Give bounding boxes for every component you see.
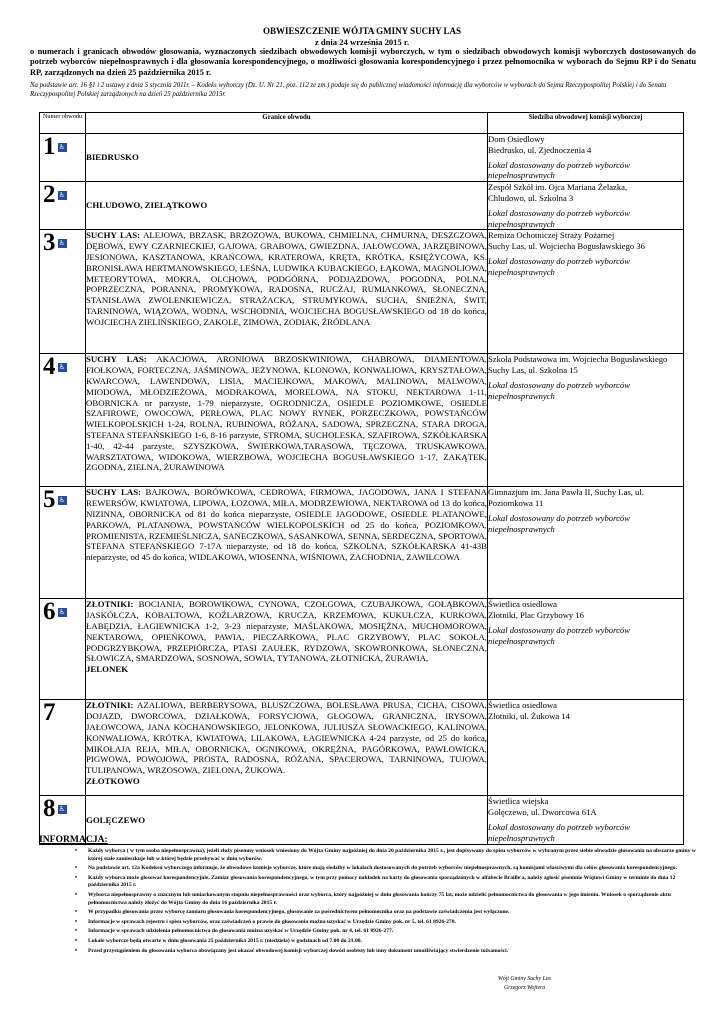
district-number: 4 [43,353,56,381]
street-list: AZALIOWA, BERBERYSOWA, BLUSZCZOWA, BOLESŁAWA PRUSA, CICHA, CISOWA, DOJAZD, DWORCOWA, DZIAŁKOWA, FORSYCJOWA, GŁOGOWA, GRANICZNA, IRYSOWA, JAŁOWCOWA, JANA KOCHANOWSKIEGO, JELONKOWA, JULIUSZA SŁOWACKIEGO, KALINOWA, KONWALIOWA, KRÓTKA, KWIATOWA, LILAKOWA, ŁAGIEWNICKA 4-24 parzyste, od 25 do końca, MIKOŁAJA REJA, MIŁA, OBORNICKA, OGNIKOWA, OKRĘŻNA, PAGÓRKOWA, PAWŁOWICKA, PIGWOWA, POWOJOWA, PROSTA, RADOSNA, RÓŻANA, SPACEROWA, TARNINOWA, TUJOWA, TULIPANOWA, WRZOSOWA, ZIELONA, ŻUKOWA. [86,700,487,776]
wheelchair-icon: ♿ [58,804,66,813]
district-name: ZŁOTNIKI: [86,599,134,610]
accessibility-note: Lokal dostosowany do potrzeb wyborców niepełnosprawnych [488,207,630,229]
info-item: • Każdy wyborca może głosować korespondencyjnie. Zamiar głosowania korespondencyjnego, w tym przy pomocy nakładek na karty do głosowania sporządzonych w alfabecie Braille'a, należy zgłosić pisemnie Wójtowi Gminy w terminie do dnia 12 października 2015 r. [88,875,698,890]
document-title: OBWIESZCZENIE WÓJTA GMINY SUCHY LAS [262,26,462,36]
accessibility-note: Lokal dostosowany do potrzeb wyborców niepełnosprawnych [488,512,630,534]
district-number-cell [40,134,86,182]
commission-seat-cell [488,354,684,487]
wheelchair-icon: ♿ [58,362,66,371]
street-list: BAJKOWA, BORÓWKOWA, CEDROWA, FIRMOWA, JAGODOWA, JANA I STEFANA REWERSÓW, KWIATOWA, LIPOWA, ŁOZOWA, MIŁA, MODRZEWIOWA, NEKTAROWA od 13 do końca, NIZINNA, OBORNICKA od 81 do końca nieparzyste, OSIEDLE JAGODOWE, OSIEDLE PLATANOWE, PARKOWA, PLATANOWA, POWSTAŃCÓW WIELKOPOLSKICH od 25 do końca, POZIOMKOWA, PROMIENISTA, RZEMIEŚLNICZA, SANECZKOWA, SASANKOWA, SENNA, SERDECZNA, SPORTOWA, STEFANA STEFAŃSKIEGO 7-17A nieparzyste, od 18 do końca, SZKOLNA, SZKÓŁKARSKA 41-43B nieparzyste, od 45 do końca, WIDLAKOWA, WIOSENNA, WIŚNIOWA, ZACHODNIA, ZAWILCOWA [86,487,487,563]
district-number: 8 [43,795,56,823]
table-row [40,354,684,487]
commission-seat-address: Remiza Ochotniczej Straży Pożarnej Suchy Las, ul. Wojciecha Bogusławskiego 36 [488,230,645,252]
district-number-cell [40,700,86,796]
district-number: 3 [43,229,56,257]
district-number: 1 [43,133,56,160]
district-number: 6 [43,598,56,626]
commission-seat-cell [488,700,684,796]
district-number-cell [40,354,86,487]
district-number-cell [40,487,86,599]
commission-seat-address: Dom Osiedlowy Biedrusko, ul. Zjednoczenia 4 [488,134,592,155]
district-boundaries-cell [86,134,488,182]
street-list: BOCIANIA, BOROWIKOWA, CYNOWA, CZOŁGOWA, CZUBAJKOWA, GOŁĄBKOWA, JASKÓŁCZA, KOBALTOWA, KOŹLARZOWA, KRUCZA, KRZEMOWA, KUKUŁCZA, KURKOWA, ŁABĘDZIA, ŁAGIEWNICKA 1-2, 3-23 nieparzyste, MAŚLAKOWA, MOSIĘŻNA, MUCHOMOROWA, NEKTAROWA, OPIEŃKOWA, PAWIA, PIECZARKOWA, PLAC GRZYBOWY, PLAC SOKOŁA, PODGRZYBKOWA, PRZEPIÓRCZA, PTASI ZAUŁEK, RYDZOWA, SKOWRONKOWA, SŁONECZNA, SŁOWICZA, SMARDZOWA, SOSNOWA, SOWIA, TYTANOWA, ZŁOTNICKA, ŻURAWIA, [86,599,488,664]
info-list [88,848,698,957]
district-extra-locality: JELONEK [86,664,129,675]
wheelchair-icon: ♿ [58,238,66,247]
info-item: • Przed przystąpieniem do głosowania wyborca obowiązany jest okazać obwodowej komisji wyborczej dowód osobisty lub inny dokument umożliwiający stwierdzenie tożsamości. [88,948,698,956]
district-boundaries-cell [86,354,488,487]
commission-seat-cell [488,230,684,354]
info-heading: INFORMACJA: [39,834,108,845]
accessibility-note: Lokal dostosowany do potrzeb wyborców niepełnosprawnych [488,255,630,277]
info-item: • Informacje w sprawach rejestru i spisu wyborców, oraz zaświadczeń o prawie do głosowania można uzyskać w Urzędzie Gminy pok. nr 5, tel. 61 8926-278. [88,919,698,927]
commission-seat-address: Świetlica osiedlowa Złotniki, ul. Żukowa 14 [488,700,570,722]
street-list: ALEJOWA, BRZASK, BRZOZOWA, BUKOWA, CHMIELNA, CHMURNA, DESZCZOWA, DĘBOWA, EWY CZARNIECKIEJ, GAJOWA, GRABOWA, GWIEZDNA, JAŁOWCOWA, JARZĘBINOWA, JESIONOWA, KASZTANOWA, KRAŃCOWA, KRATEROWA, KRĘTA, KRÓTKA, KSIĘŻYCOWA, KS. BRONISŁAWA HERTMANOWSKIEGO, LEŚNA, LUDWIKA KUBACKIEGO, ŁĄKOWA, MAGNOLIOWA, METEORYTOWA, MOKRA, OLCHOWA, PODGÓRNA, PODJAZDOWA, POGODNA, POLNA, POPRZECZNA, PORANNA, PROMYKOWA, RADOSNA, RUCZAJ, RUMIANKOWA, SŁONECZNA, STANISŁAWA ZWOLENKIEWICZA, STRAŻACKA, STRUMYKOWA, SUCHA, ŚNIEŻNA, ŚWIT, TARNINOWA, WIĄZOWA, WODNA, WSCHODNIA, WOJCIECHA BOGUSŁAWSKIEGO od 18 do końca, WOJCIECHA ZIELIŃSKIEGO, ZAKOLE, ZIMOWA, ZODIAK, ŹRÓDLANA [86,230,487,327]
district-number: 7 [43,699,56,727]
table-row [40,134,684,182]
district-boundaries-cell [86,230,488,354]
col-seat-header: Siedziba obwodowej komisji wyborczej [488,113,684,134]
commission-seat-address: Świetlica osiedlowa Złotniki, Plac Grzybowy 16 [488,599,584,621]
wheelchair-icon: ♿ [58,607,66,616]
district-number: 5 [43,486,56,514]
wheelchair-icon: ♿ [58,142,66,151]
col-boundaries-header: Granice obwodu [86,113,488,134]
commission-seat-address: Gimnazjum im. Jana Pawła II, Suchy Las, ul. Poziomkowa 11 [488,487,644,509]
district-name: CHLUDOWO, ZIELĄTKOWO [86,200,208,211]
district-number-cell [40,182,86,230]
district-boundaries-cell [86,182,488,230]
street-list: AKACJOWA, ARONIOWA BRZOSKWINIOWA, CHABROWA, DIAMENTOWA, FIOŁKOWA, FORTECZNA, JAŚMINOWA, JEŻYNOWA, KLONOWA, KONWALIOWA, KRYSZTAŁOWA, KWARCOWA, LAWENDOWA, LISIA, MACIEJKOWA, MAKOWA, MALINOWA, MALWOWA, MIODOWA, MŁODZIEŻOWA, MODRAKOWA, MORELOWA, NA STOKU, NEKTAROWA 1-11, OBORNICKA nr parzyste, 1-79 nieparzyste, OGRODNICZA, OSIEDLE POZIOMKOWE, OSIEDLE SZAFIROWE, OWOCOWA, PERŁOWA, PLAC NOWY RYNEK, PORZECZKOWA, POWSTAŃCÓW WIELKOPOLSKICH 1-24, ROLNA, RUBINOWA, RÓŻANA, SADOWA, SPRZECZNA, STARA DROGA, STEFANA STEFAŃSKIEGO 1-6, 8-16 parzyste, STROMA, SUCHOLESKA, SZAFIROWA, SZKÓŁKARSKA 1-40, 42-44 parzyste, SZYSZKOWA, ŚWIERKOWA,TARASOWA, TĘCZOWA, TRUSKAWKOWA, WARSZTATOWA, WIDOKOWA, WIERZBOWA, WOJCIECHA BOGUSŁAWSKIEGO 1-17, ZAKĄTEK, ZGODNA, ZIELNA, ŻURAWINOWA [86,354,487,473]
district-name: SUCHY LAS: [86,487,142,498]
signature-title: Wójt Gminy Suchy Las [498,976,551,982]
district-name: BIEDRUSKO [86,152,139,163]
info-item: • Na podstawie art. 12a Kodeksu wyborczego informuje, że obwodowe komisje wyborcze, które mają siedziby w lokalach dostosowanych do potrzeb wyborców niepełnosprawnych, są komisjami właściwymi dla celów głosowania korespondencyjnego. [88,865,698,873]
col-number-header: Numer obwodu [40,113,86,134]
table-header-row [40,113,684,134]
accessibility-note: Lokal dostosowany do potrzeb wyborców niepełnosprawnych [488,379,630,401]
wheelchair-icon: ♿ [58,190,66,199]
district-boundaries-cell [86,487,488,599]
accessibility-note: Lokal dostosowany do potrzeb wyborców niepełnosprawnych [488,821,630,843]
signature-name: Grzegorz Wojtera [504,985,546,991]
district-boundaries-cell [86,599,488,700]
commission-seat-cell [488,134,684,182]
commission-seat-cell [488,796,684,844]
district-number: 2 [43,181,56,209]
document-subject: o numerach i granicach obwodów głosowania, wyznaczonych siedzibach obwodowych komisji wyborczych, w tym o siedzibach obwodowych komisji wyborczych dostosowanych do potrzeb wyborców niepełnosprawnych i dla głosowania korespondencyjnego, o możliwości głosowania korespondencyjnego i przez pełnomocnika w wyborach do Sejmu RP i do Senatu RP, zarządzonych na dzień 25 października 2015 r. [30,47,696,77]
table-row [40,230,684,354]
districts-table [39,112,684,845]
table-row [40,599,684,700]
commission-seat-address: Szkoła Podstawowa im. Wojciecha Bogusławskiego Suchy Las, ul. Szkolna 15 [488,354,668,376]
commission-seat-cell [488,182,684,230]
district-number-cell [40,230,86,354]
table-row [40,796,684,844]
info-item: • Lokale wyborcze będą otwarte w dniu głosowania 25 października 2015 r. (niedziela) w godzinach od 7.00 do 21.00. [88,938,698,946]
district-boundaries-cell [86,796,488,844]
legal-basis: Na podstawie art. 16 §1 i 2 ustawy z dnia 5 stycznia 2011r. – Kodeks wyborczy (Dz. U. Nr 21, poz. 112 ze zm.) podaje się do publicznej wiadomości informację dla wyborców w wyborach do Sejmu Rzeczypospolitej Polskiej i do Senatu Rzeczypospolitej Polskiej zarządzonych na dzień 25 października 2015r. [30,82,667,98]
district-name: SUCHY LAS: [86,354,147,365]
table-row [40,487,684,599]
info-item: • Każdy wyborca ( w tym osoba niepełnosprawna), jeżeli złoży pisemny wniosek wniesiony do Wójta Gminy najpóźniej do dnia 20 października 2015 r., jest dopisywany do spisu wyborców w wybranym przez siebie obwodzie głosowania na obszarze gminy w której stale zamieszkuje lub w której będzie przebywać w dniu wyborów. [88,848,698,863]
commission-seat-cell [488,487,684,599]
info-item: • Informacje w sprawach udzielenia pełnomocnictwa do głosowania można uzyskać w Urzędzie Gminy pok. nr 4, tel. 61 8926-277. [88,928,698,936]
accessibility-note: Lokal dostosowany do potrzeb wyborców niepełnosprawnych [488,159,630,181]
info-item: • W przypadku głosowania przez wyborcę zamiaru głosowania korespondencyjnego, głosowanie za pośrednictwem pełnomocnika oraz na podstawie zaświadczenia jest wyłączone. [88,909,698,917]
table-row [40,700,684,796]
wheelchair-icon: ♿ [58,495,66,504]
commission-seat-address: Zespół Szkół im. Ojca Mariana Żelazka, Chludowo, ul. Szkolna 3 [488,182,628,203]
district-number-cell [40,599,86,700]
district-extra-locality: ZŁOTKOWO [86,775,140,786]
table-row [40,182,684,230]
district-name: ZŁOTNIKI: [86,700,134,711]
district-name: SUCHY LAS: [86,230,141,241]
commission-seat-address: Świetlica wiejska Golęczewo, ul. Dworcowa 61A [488,796,597,818]
info-item: • Wyborca niepełnosprawny o znacznym lub umiarkowanym stopniu niepełnosprawności oraz wyborca, który najpóźniej w dniu głosowania kończy 75 lat, może udzielić pełnomocnictwa do głosowania w jego imieniu. Wniosek o sporządzenie aktu pełnomocnictwa należy złożyć do Wójta Gminy do dnia 16 października 2015 r. [88,892,698,907]
commission-seat-cell [488,599,684,700]
document-date: z dnia 24 września 2015 r. [314,37,410,47]
district-name: GOLĘCZEWO [86,814,146,825]
district-boundaries-cell [86,700,488,796]
accessibility-note: Lokal dostosowany do potrzeb wyborców niepełnosprawnych [488,624,630,646]
